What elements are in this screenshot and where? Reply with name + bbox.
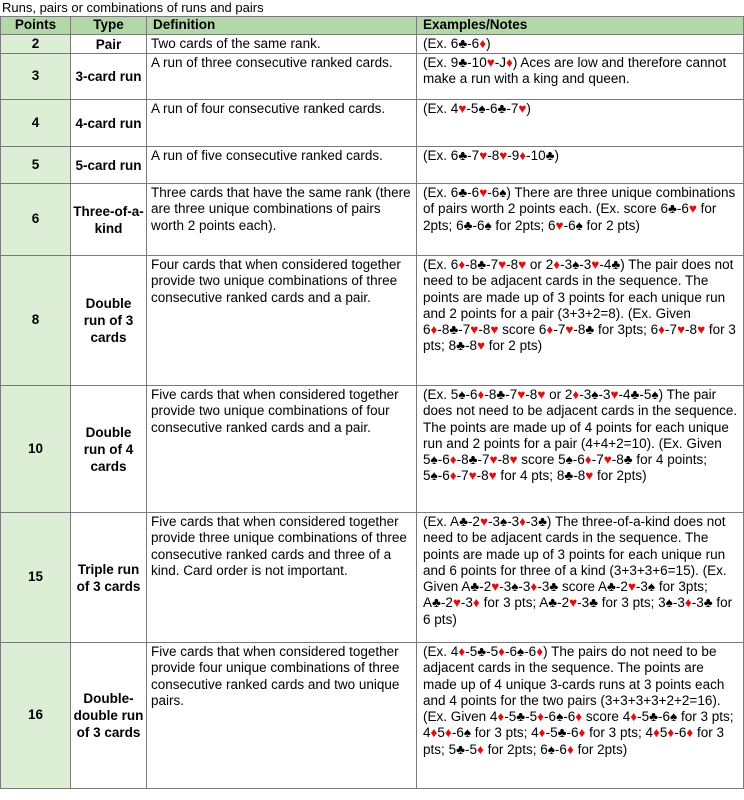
type-cell: Pair xyxy=(71,35,147,54)
table-row xyxy=(1,256,744,386)
header-points: Points xyxy=(1,17,71,35)
examples-cell: (Ex. 6♣-7♥-8♥-9♦-10♣) xyxy=(417,147,744,184)
definition-cell: A run of five consecutive ranked cards. xyxy=(147,147,417,184)
type-cell: 3-card run xyxy=(71,54,147,100)
definition-cell: Two cards of the same rank. xyxy=(147,35,417,54)
points-cell: 16 xyxy=(1,643,71,789)
examples-cell: (Ex. 6♦-8♣-7♥-8♥ or 2♦-3♠-3♥-4♣) The pair does not need to be adjacent cards in the sequence. The points are made up of 3 points for each unique run and 2 points for a pair (3+3+2=8). (Ex. Given 6♦-8♣-7♥-8♥ score 6♦-7♥-8♣ for 3pts; 6♦-7♥-8♥ for 3 pts; 8♣-8♥ for 2 pts) xyxy=(417,256,744,386)
points-cell: 6 xyxy=(1,184,71,256)
points-cell: 4 xyxy=(1,100,71,147)
table-row xyxy=(1,147,744,184)
definition-cell: Three cards that have the same rank (there are three unique combinations of pairs worth 2 points each). xyxy=(147,184,417,256)
table-caption: Runs, pairs or combinations of runs and pairs xyxy=(2,0,264,15)
examples-cell: (Ex. 9♣-10♥-J♦) Aces are low and therefore cannot make a run with a king and queen. xyxy=(417,54,744,100)
table-row xyxy=(1,100,744,147)
points-cell: 5 xyxy=(1,147,71,184)
definition-cell: Four cards that when considered together provide two unique combinations of three consecutive ranked cards and a pair. xyxy=(147,256,417,386)
scoring-table xyxy=(0,16,744,789)
definition-cell: Five cards that when considered together provide four unique combinations of three consecutive ranked cards and two unique pairs. xyxy=(147,643,417,789)
examples-cell: (Ex. 6♣-6♥-6♠) There are three unique combinations of pairs worth 2 points each. (Ex. score 6♣-6♥ for 2pts; 6♣-6♠ for 2pts; 6♥-6♠ for 2 pts) xyxy=(417,184,744,256)
examples-cell: (Ex. 4♥-5♠-6♣-7♥) xyxy=(417,100,744,147)
type-cell: 5-card run xyxy=(71,147,147,184)
type-cell: Triple run of 3 cards xyxy=(71,513,147,643)
table-row xyxy=(1,35,744,54)
type-cell: Double-double run of 3 cards xyxy=(71,643,147,789)
examples-cell: (Ex. A♣-2♥-3♠-3♦-3♣) The three-of-a-kind does not need to be adjacent cards in the sequence. The points are made up of 3 points for each unique run and 6 points for three of a kind (3+3+3+6=15). (Ex. Given A♣-2♥-3♠-3♦-3♣ score A♣-2♥-3♠ for 3pts; A♣-2♥-3♦ for 3 pts; A♣-2♥-3♣ for 3 pts; 3♠-3♦-3♣ for 6 pts) xyxy=(417,513,744,643)
points-cell: 3 xyxy=(1,54,71,100)
header-definition: Definition xyxy=(147,17,417,35)
table-header-row xyxy=(1,17,744,35)
definition-cell: Five cards that when considered together provide three unique combinations of three consecutive ranked cards and three of a kind. Card order is not important. xyxy=(147,513,417,643)
definition-cell: A run of three consecutive ranked cards. xyxy=(147,54,417,100)
table-row xyxy=(1,386,744,513)
examples-cell: (Ex. 5♠-6♦-8♣-7♥-8♥ or 2♦-3♠-3♥-4♣-5♠) The pair does not need to be adjacent cards in the sequence. The points are made up of 4 points for each unique run and 2 points for a pair (4+4+2=10). (Ex. Given 5♠-6♦-8♣-7♥-8♥ score 5♠-6♦-7♥-8♣ for 4 points; 5♠-6♦-7♥-8♥ for 4 pts; 8♣-8♥ for 2pts) xyxy=(417,386,744,513)
examples-cell: (Ex. 4♦-5♣-5♦-6♠-6♦) The pairs do not need to be adjacent cards in the sequence. The points are made up of 4 unique 3-cards runs at 3 points each and 4 points for the two pairs (3+3+3+3+2+2=16). (Ex. Given 4♦-5♣-5♦-6♠-6♦ score 4♦-5♣-6♠ for 3 pts; 4♦5♦-6♠ for 3 pts; 4♦-5♣-6♦ for 3 pts; 4♦5♦-6♦ for 3 pts; 5♣-5♦ for 2pts; 6♠-6♦ for 2pts) xyxy=(417,643,744,789)
header-type: Type xyxy=(71,17,147,35)
type-cell: Double run of 3 cards xyxy=(71,256,147,386)
table-row xyxy=(1,643,744,789)
table-row xyxy=(1,184,744,256)
header-examples: Examples/Notes xyxy=(417,17,744,35)
points-cell: 10 xyxy=(1,386,71,513)
type-cell: 4-card run xyxy=(71,100,147,147)
type-cell: Three-of-a-kind xyxy=(71,184,147,256)
examples-cell: (Ex. 6♣-6♦) xyxy=(417,35,744,54)
table-row xyxy=(1,513,744,643)
definition-cell: A run of four consecutive ranked cards. xyxy=(147,100,417,147)
points-cell: 2 xyxy=(1,35,71,54)
points-cell: 15 xyxy=(1,513,71,643)
type-cell: Double run of 4 cards xyxy=(71,386,147,513)
points-cell: 8 xyxy=(1,256,71,386)
table-row xyxy=(1,54,744,100)
definition-cell: Five cards that when considered together provide two unique combinations of four consecutive ranked cards and a pair. xyxy=(147,386,417,513)
